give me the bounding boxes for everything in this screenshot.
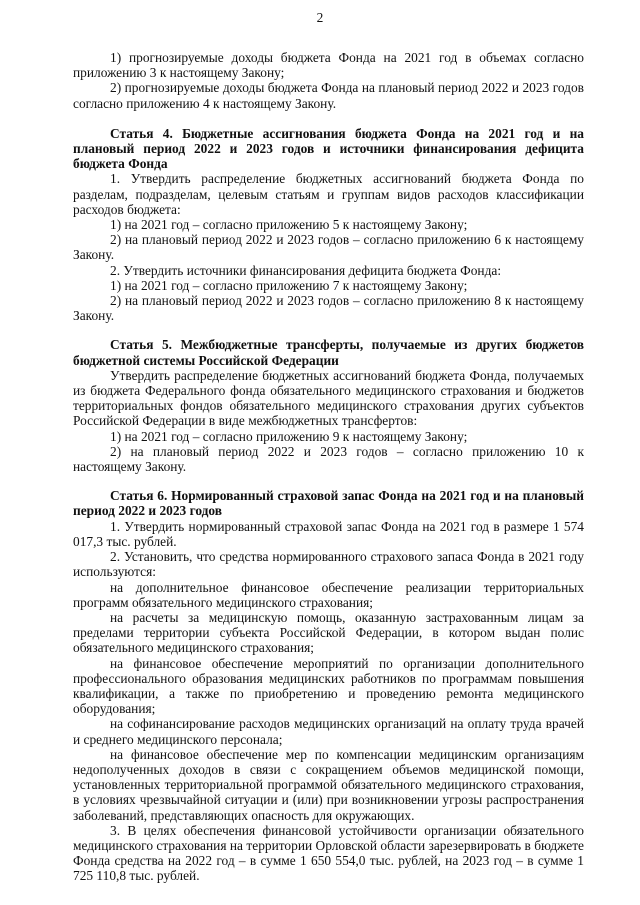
paragraph: на финансовое обеспечение мероприятий по организации дополнительного профессионального образования медицинских работников по программам повышения квалификации, а также по приобретению и проведению ремонта медицинского оборудования; (73, 655, 584, 717)
paragraph: на расчеты за медицинскую помощь, оказанную застрахованным лицам за пределами территории субъекта Российской Федерации, в котором выдан полис обязательного медицинского страхования; (73, 609, 584, 656)
paragraph: 2) на плановый период 2022 и 2023 годов – согласно приложению 6 к настоящему Закону. (73, 232, 584, 263)
paragraph: на финансовое обеспечение мер по компенсации медицинским организациям недополученных доходов в связи с сокращением объемов медицинской помощи, установленных территориальной программой обязательного медицинского страхования, в условиях чрезвычайной ситуации и (или) при возникновении угрозы распространения заболеваний, представляющих опасность для окружающих. (73, 746, 584, 823)
page-number: 2 (316, 10, 324, 25)
paragraph: 1) прогнозируемые доходы бюджета Фонда на 2021 год в объемах согласно приложению 3 к настоящему Закону; (73, 50, 584, 81)
article-6-title: Статья 6. Нормированный страховой запас Фонда на 2021 год и на плановый период 2022 и 2023 годов (73, 488, 584, 519)
paragraph: 1) на 2021 год – согласно приложению 5 к настоящему Закону; (110, 217, 468, 233)
paragraph: Утвердить распределение бюджетных ассигнований бюджета Фонда, получаемых из бюджета Федерального фонда обязательного медицинского страхования и бюджетов территориальных фондов обязательного медицинского страхования других субъектов Российской Федерации в виде межбюджетных трансфертов: (73, 367, 584, 429)
paragraph: 2. Утвердить источники финансирования дефицита бюджета Фонда: (110, 262, 502, 278)
paragraph: 3. В целях обеспечения финансовой устойчивости организации обязательного медицинского страхования на территории Орловской области зарезервировать в бюджете Фонда средства на 2022 год – в сумме 1 650 554,0 тыс. рублей, на 2023 год – в сумме 1 725 110,8 тыс. рублей. (73, 822, 584, 884)
paragraph: на дополнительное финансовое обеспечение реализации территориальных программ обязательного медицинского страхования; (73, 579, 584, 610)
paragraph: 1. Утвердить распределение бюджетных ассигнований бюджета Фонда по разделам, подразделам, целевым статьям и группам видов расходов классификации расходов бюджета: (73, 171, 584, 217)
paragraph: 2) на плановый период 2022 и 2023 годов – согласно приложению 10 к настоящему Закону. (73, 443, 584, 475)
paragraph: 1. Утвердить нормированный страховой запас Фонда на 2021 год в размере 1 574 017,3 тыс. рублей. (73, 518, 584, 549)
paragraph: 1) на 2021 год – согласно приложению 7 к настоящему Закону; (110, 277, 468, 293)
article-5-title: Статья 5. Межбюджетные трансферты, получаемые из других бюджетов бюджетной системы Российской Федерации (73, 337, 584, 368)
article-4-title: Статья 4. Бюджетные ассигнования бюджета Фонда на 2021 год и на плановый период 2022 и 2023 годов и источники финансирования дефицита бюджета Фонда (73, 125, 584, 172)
paragraph: 2) прогнозируемые доходы бюджета Фонда на плановый период 2022 и 2023 годов согласно приложению 4 к настоящему Закону. (73, 80, 584, 111)
document-body (73, 50, 584, 884)
paragraph: 2) на плановый период 2022 и 2023 годов – согласно приложению 8 к настоящему Закону. (73, 293, 584, 324)
paragraph: 2. Установить, что средства нормированного страхового запаса Фонда в 2021 году используются: (73, 549, 584, 580)
paragraph: на софинансирование расходов медицинских организаций на оплату труда врачей и среднего медицинского персонала; (73, 716, 584, 747)
paragraph: 1) на 2021 год – согласно приложению 9 к настоящему Закону; (110, 428, 468, 444)
